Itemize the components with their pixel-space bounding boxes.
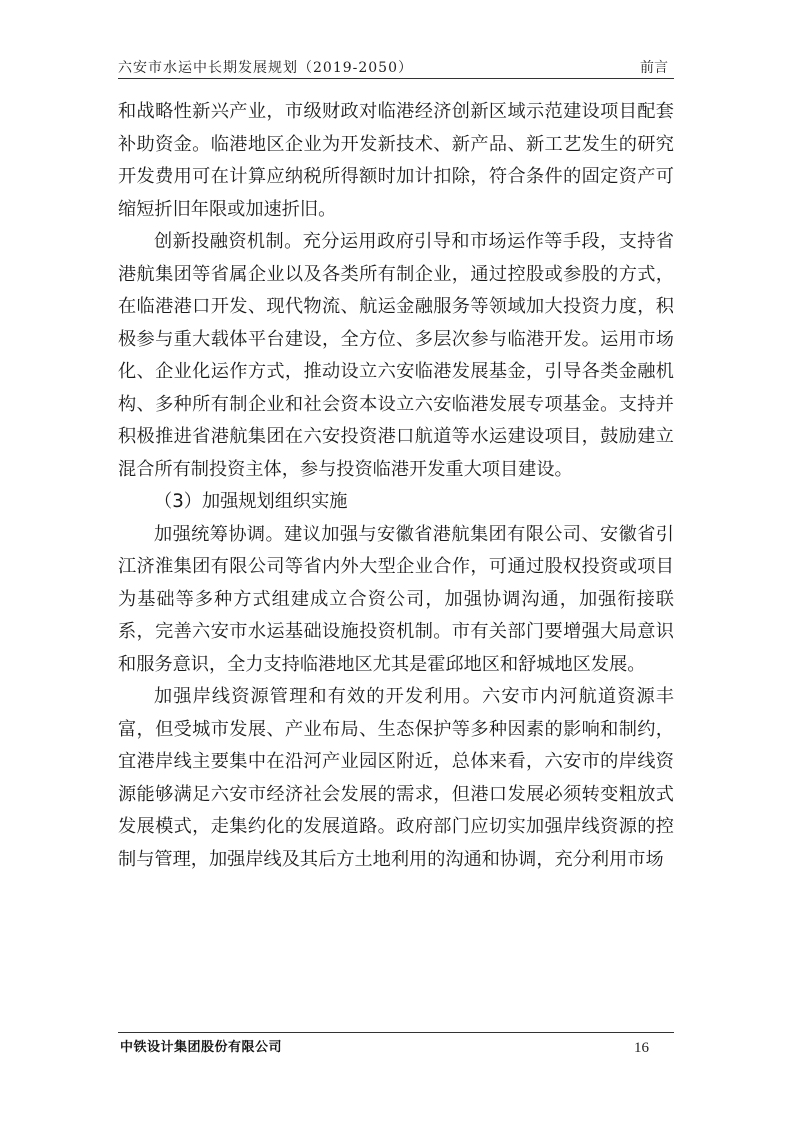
- section-heading: （3）加强规划组织实施: [154, 491, 348, 512]
- body-text: [118, 96, 674, 876]
- paragraph-coordination: 加强统筹协调。建议加强与安徽省港航集团有限公司、安徽省引江济淮集团有限公司等省内外大型企业合作，可通过股权投资或项目为基础等多种方式组建成立合资公司，加强协调沟通，加强衔接联系，完善六安市水运基础设施投资机制。市有关部门要增强大局意识和服务意识，全力支持临港地区尤其是霍邱地区和舒城地区发展。: [118, 523, 674, 675]
- paragraph-shoreline: 加强岸线资源管理和有效的开发利用。六安市内河航道资源丰富，但受城市发展、产业布局、生态保护等多种因素的影响和制约，宜港岸线主要集中在沿河产业园区附近，总体来看，六安市的岸线资源能够满足六安市经济社会发展的需求，但港口发展必须转变粗放式发展模式，走集约化的发展道路。政府部门应切实加强岸线资源的控制与管理，加强岸线及其后方土地利用的沟通和协调，充分利用市场: [118, 686, 674, 870]
- page-header: [118, 53, 674, 77]
- footer-company: 中铁设计集团股份有限公司: [120, 1040, 283, 1055]
- paragraph-continuation: 和战略性新兴产业，市级财政对临港经济创新区域示范建设项目配套补助资金。临港地区企业为开发新技术、新产品、新工艺发生的研究开发费用可在计算应纳税所得额时加计扣除，符合条件的固定资产可缩短折旧年限或加速折旧。: [118, 101, 674, 220]
- page-number: 16: [634, 1040, 649, 1056]
- header-section: 前言: [640, 60, 668, 76]
- header-divider: [118, 78, 674, 79]
- paragraph-investment-mechanism: 创新投融资机制。充分运用政府引导和市场运作等手段，支持省港航集团等省属企业以及各类所有制企业，通过控股或参股的方式，在临港港口开发、现代物流、航运金融服务等领域加大投资力度，积极参与重大载体平台建设，全方位、多层次参与临港开发。运用市场化、企业化运作方式，推动设立六安临港发展基金，引导各类金融机构、多种所有制企业和社会资本设立六安临港发展专项基金。支持并积极推进省港航集团在六安投资港口航道等水运建设项目，鼓励建立混合所有制投资主体，参与投资临港开发重大项目建设。: [118, 231, 674, 480]
- header-title: 六安市水运中长期发展规划（2019-2050）: [118, 60, 413, 76]
- footer-divider: [118, 1032, 674, 1033]
